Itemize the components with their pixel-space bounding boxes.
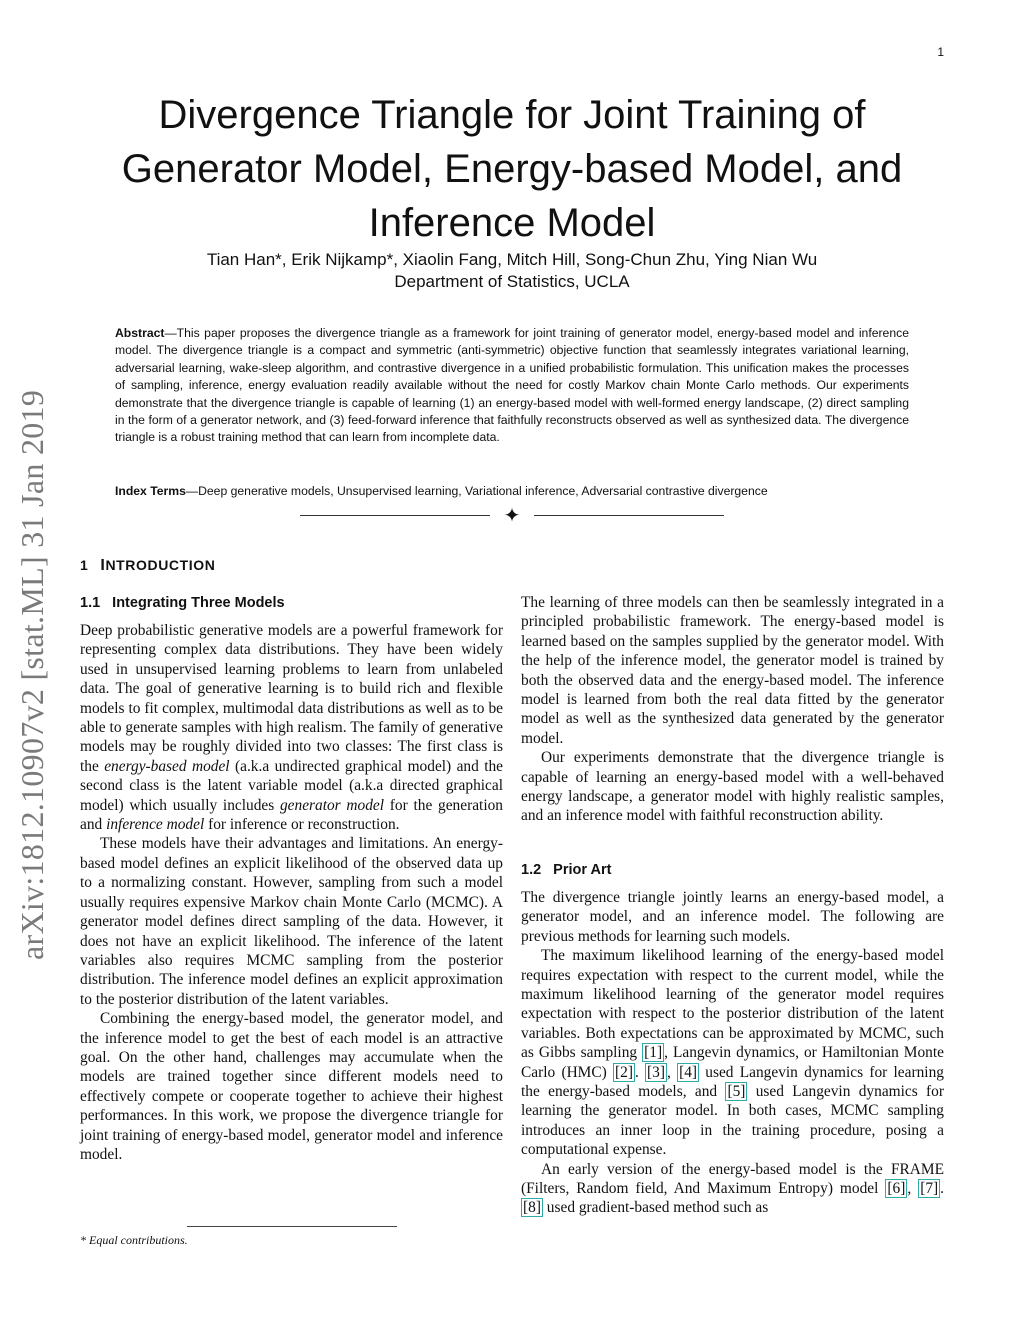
divider-line-left <box>300 515 490 516</box>
title-line: Divergence Triangle for Joint Training of <box>158 93 866 137</box>
paragraph <box>521 946 944 1159</box>
section-number: 1 <box>80 557 89 573</box>
paper-title <box>90 88 934 250</box>
text-run: , <box>667 1063 678 1081</box>
text-run: (a.k.a undirected graphical model) and the second class is the latent variable model (a.k.a directed graphical model) which usually includes <box>80 757 504 814</box>
citation-link[interactable]: [4] <box>679 1063 698 1081</box>
paragraph: The divergence triangle jointly learns an energy-based model, a generator model, and an inference model. The following are previous methods for learning such models. <box>521 888 944 945</box>
paragraph: Our experiments demonstrate that the divergence triangle is capable of learning an energy-based model with a well-behaved energy landscape, a generator model with highly realistic samples, and an inference model with faithful reconstruction ability. <box>521 749 944 825</box>
emphasis: generator model <box>279 796 385 814</box>
abstract-text: —This paper proposes the divergence triangle as a framework for joint training of generator model, energy-based model and inference model. The divergence triangle is a compact and symmetric (anti-symmetric) objective function that seamlessly integrates variational learning, adversarial learning, wake-sleep algorithm, and contrastive divergence in a unified probabilistic formulation. This unification makes the processes of sampling, inference, energy evaluation readily available without the need for costly Markov chain Monte Carlo methods. Our experiments demonstrate that the divergence triangle is capable of learning (1) an energy-based model with well-formed energy landscape, (2) direct sampling in the form of a generator network, and (3) feed-forward inference that faithfully reconstructs observed as well as synthesized data. The divergence triangle is a robust training method that can learn from incomplete data. <box>115 326 909 445</box>
divider-star-icon: ✦ <box>503 503 521 527</box>
citation-link[interactable]: [7] <box>920 1179 939 1197</box>
paragraph: The learning of three models can then be seamlessly integrated in a principled probabilistic framework. The energy-based model is learned based on the samples supplied by the generator model. With the help of the inference model, the generator model is trained by both the observed data and the energy-based model. The inference model is learned from both the real data fitted by the generator model as well as the synthesized data generated by the generator model. <box>521 594 944 747</box>
subsection-title: Prior Art <box>553 861 612 878</box>
text-run: used Langevin dynamics for learning the generator model. In both cases, MCMC sampling introduces an inner loop in the training procedure, posing a computational expense. <box>521 1082 944 1159</box>
subsection-number: 1.1 <box>80 595 101 611</box>
index-terms-label: Index Terms <box>115 484 186 498</box>
paragraph: These models have their advantages and limitations. An energy-based model defines an explicit likelihood of the observed data up to a normalizing constant. However, sampling from such a model usually requires expensive Markov chain Monte Carlo (MCMC). A generator model defines direct sampling of the data. However, it does not have an explicit likelihood. The inference of the latent variables also requires MCMC sampling from the posterior distribution. The inference model defines an explicit approximation to the posterior distribution of the latent variables. <box>80 835 503 1008</box>
section-title-rest: NTRODUCTION <box>105 557 216 573</box>
left-column <box>80 593 503 1164</box>
spacer <box>521 826 944 860</box>
citation-link[interactable]: [3] <box>647 1063 665 1081</box>
paragraph: Combining the energy-based model, the generator model, and the inference model to get the best of each model is an attractive goal. On the other hand, challenges may accumulate when the models are trained together since different models need to effectively compete or cooperate together to achieve their highest performances. In this work, we propose the divergence triangle for joint training of energy-based model, generator model and inference model. <box>80 1010 503 1163</box>
section-heading-introduction <box>80 557 215 575</box>
text-run: . <box>634 1063 646 1081</box>
text-run: for inference or reconstruction. <box>204 816 400 834</box>
section-divider <box>300 505 724 527</box>
text-run: , <box>907 1179 919 1197</box>
text-run: Deep probabilistic generative models are a powerful framework for representing complex data distributions. They have been widely used in unsupervised learning problems to learn from unlabeled data. The goal of generative learning is to build rich and flexible models to fit complex, multimodal data distributions as well as to be able to generate samples with high realism. The family of generative models may be roughly divided into two classes: The first class is the <box>80 622 503 775</box>
title-line: Inference Model <box>368 201 656 245</box>
abstract <box>115 325 909 447</box>
footnote: * Equal contributions. <box>80 1233 188 1247</box>
subsection-heading <box>521 860 944 880</box>
paragraph <box>521 1160 944 1218</box>
affiliation: Department of Statistics, UCLA <box>394 272 630 291</box>
text-run: The maximum likelihood learning of the energy-based model requires expectation with respect to the current model, while the maximum likelihood learning of the generator model requires expectation with respect to the posterior distribution of the latent variables. Both expectations can be approximated by MCMC, such as Gibbs sampling <box>521 947 944 1062</box>
text-run: used Langevin dynamics for learning the energy-based models, and <box>521 1063 944 1100</box>
index-terms <box>115 483 909 500</box>
subsection-number: 1.2 <box>521 861 542 878</box>
citation-link[interactable]: [2] <box>615 1063 633 1081</box>
text-run: for the generation and <box>80 796 503 834</box>
page-number: 1 <box>937 45 944 59</box>
abstract-label: Abstract <box>115 326 165 340</box>
citation-link[interactable]: [5] <box>727 1082 746 1100</box>
title-line: Generator Model, Energy-based Model, and <box>121 147 903 191</box>
emphasis: energy-based model <box>104 757 230 775</box>
index-terms-text: —Deep generative models, Unsupervised learning, Variational inference, Adversarial contrastive divergence <box>185 484 768 498</box>
text-run: . <box>940 1179 944 1197</box>
author-list: Tian Han*, Erik Nijkamp*, Xiaolin Fang, Mitch Hill, Song-Chun Zhu, Ying Nian Wu <box>206 250 818 269</box>
footnote-rule <box>187 1226 397 1227</box>
text-run: used gradient-based method such as <box>542 1199 769 1217</box>
citation-link[interactable]: [1] <box>644 1044 663 1062</box>
author-block <box>90 249 934 293</box>
citation-link[interactable]: [6] <box>887 1179 906 1197</box>
text-run: An early version of the energy-based model is the FRAME (Filters, Random field, And Maximum Entropy) model <box>521 1160 944 1197</box>
divider-line-right <box>534 515 724 516</box>
arxiv-identifier: arXiv:1812.10907v2 [stat.ML] 31 Jan 2019 <box>14 389 50 960</box>
subsection-heading <box>80 593 503 613</box>
citation-link[interactable]: [8] <box>523 1199 541 1217</box>
right-column <box>521 593 944 1218</box>
text-run: , Langevin dynamics, or Hamiltonian Monte Carlo (HMC) <box>521 1044 944 1081</box>
subsection-title: Integrating Three Models <box>112 595 285 611</box>
paragraph <box>80 621 503 834</box>
emphasis: inference model <box>106 816 205 834</box>
section-title-initial: I <box>100 557 106 574</box>
